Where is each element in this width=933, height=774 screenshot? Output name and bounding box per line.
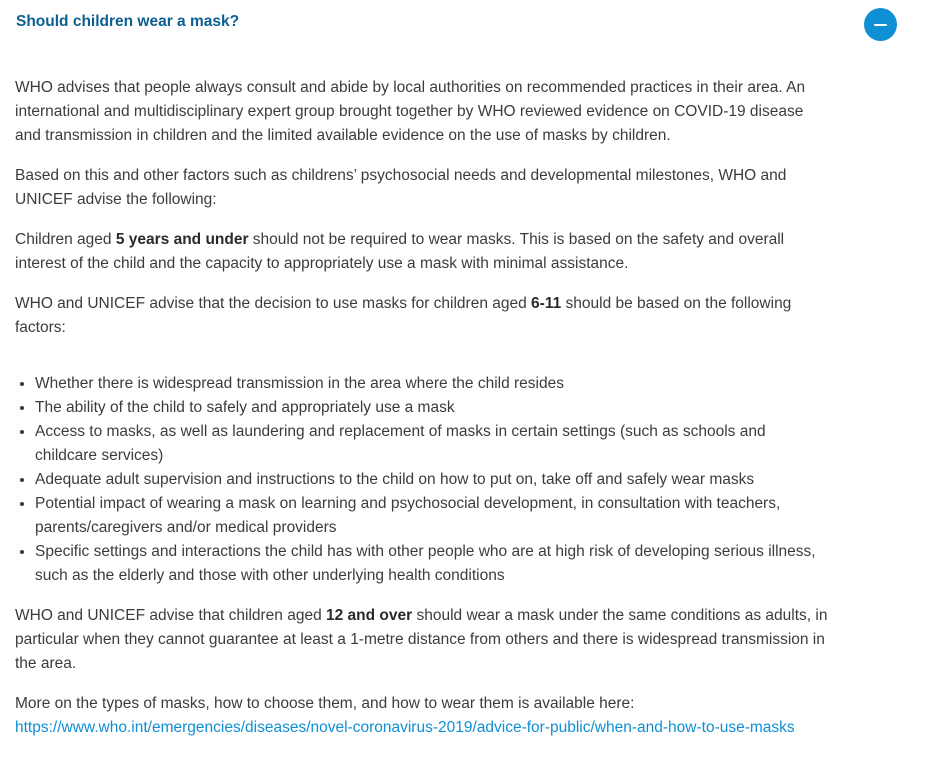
faq-answer bbox=[15, 76, 830, 756]
over-12-text-after: should wear a mask under the same conditions as adults, in particular when they cannot guarantee at least a 1-metre distance from others and there is widespread transmission in the area. bbox=[15, 607, 828, 672]
more-info-text: More on the types of masks, how to choose them, and how to wear them is available here: bbox=[15, 695, 635, 712]
paragraph-6-11 bbox=[15, 292, 830, 340]
collapse-toggle-button[interactable] bbox=[864, 8, 897, 41]
faq-header[interactable] bbox=[0, 0, 933, 48]
paragraph-more-info bbox=[15, 692, 830, 740]
masks-advice-link[interactable]: https://www.who.int/emergencies/diseases/novel-coronavirus-2019/advice-for-public/when-and-how-to-use-masks bbox=[15, 719, 795, 736]
list-item: • Specific settings and interactions the child has with other people who are at high risk of developing serious illness, such as the elderly and those with other underlying health conditions bbox=[35, 540, 830, 588]
age-6-11-highlight: 6-11 bbox=[531, 295, 562, 312]
under-5-text-before: Children aged bbox=[15, 231, 116, 248]
list-item: • Whether there is widespread transmission in the area where the child resides bbox=[35, 372, 830, 396]
under-5-age-highlight: 5 years and under bbox=[115, 231, 249, 248]
age-6-11-text-after: should be based on the following factors: bbox=[15, 295, 792, 336]
age-6-11-text-before: WHO and UNICEF advise that the decision to use masks for children aged bbox=[15, 295, 532, 312]
minus-icon bbox=[874, 24, 887, 26]
paragraph-12-and-over bbox=[15, 604, 830, 676]
over-12-age-highlight: 12 and over bbox=[326, 607, 413, 624]
list-item: • Access to masks, as well as laundering and replacement of masks in certain settings (such as schools and childcare services) bbox=[35, 420, 830, 468]
under-5-text-after: should not be required to wear masks. This is based on the safety and overall interest of the child and the capacity to appropriately use a mask with minimal assistance. bbox=[15, 231, 785, 272]
over-12-text-before: WHO and UNICEF advise that children aged bbox=[15, 607, 326, 624]
paragraph-under-5 bbox=[15, 228, 830, 276]
list-item: • Potential impact of wearing a mask on learning and psychosocial development, in consultation with teachers, parents/caregivers and/or medical providers bbox=[35, 492, 830, 540]
faq-question[interactable]: Should children wear a mask? bbox=[16, 13, 240, 30]
list-item: • Adequate adult supervision and instructions to the child on how to put on, take off and safely wear masks bbox=[35, 468, 830, 492]
factors-list bbox=[15, 372, 830, 588]
list-item: • The ability of the child to safely and appropriately use a mask bbox=[35, 396, 830, 420]
paragraph-intro: WHO advises that people always consult and abide by local authorities on recommended practices in their area. An international and multidisciplinary expert group brought together by WHO reviewed evidence on COVID-19 disease and transmission in children and the limited available evidence on the use of masks by children. bbox=[15, 79, 806, 144]
paragraph-based-on: Based on this and other factors such as childrens’ psychosocial needs and developmental milestones, WHO and UNICEF advise the following: bbox=[15, 167, 787, 208]
